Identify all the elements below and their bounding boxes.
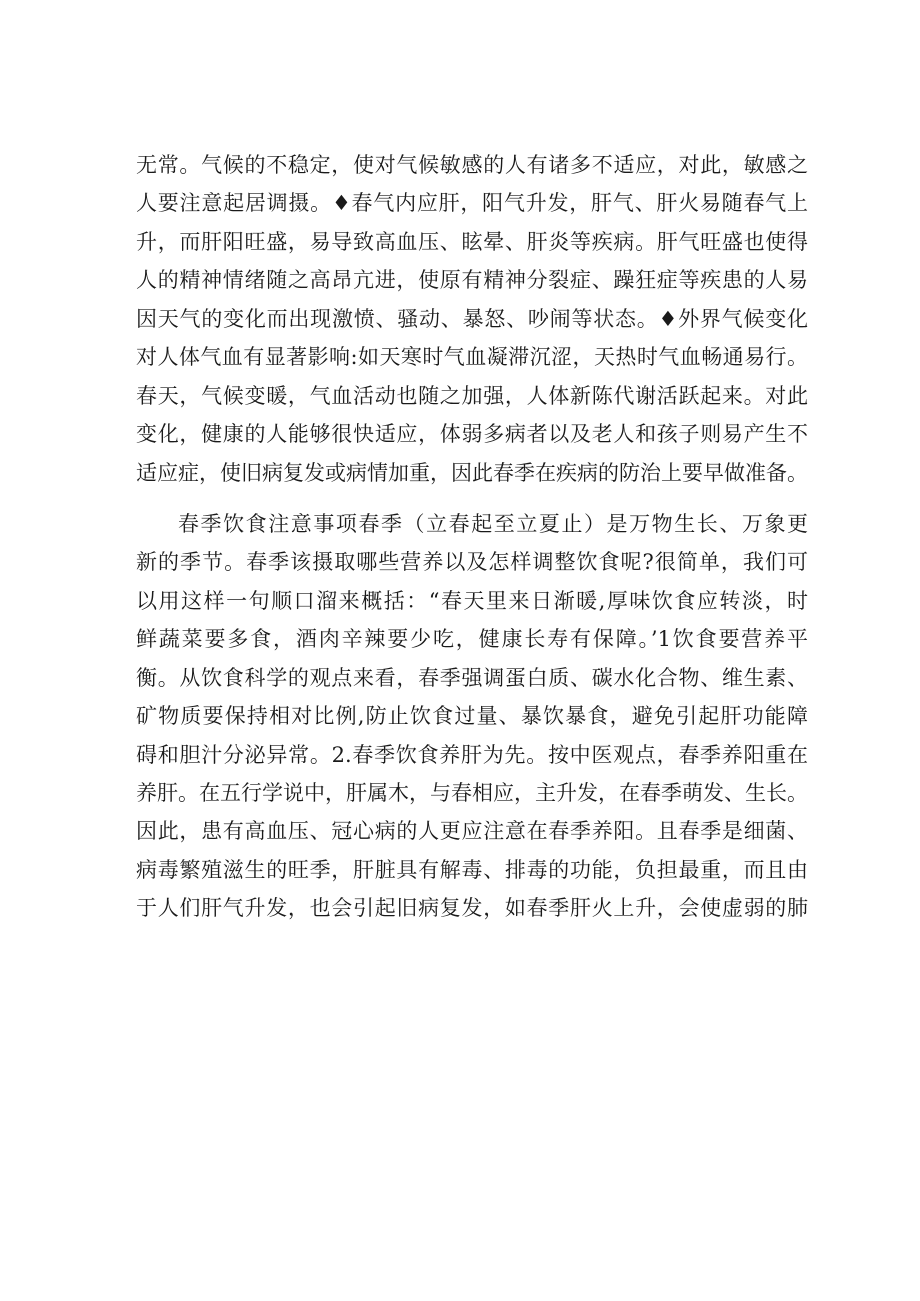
text-line: 碍和胆汁分泌异常。2.春季饮食养肝为先。按中医观点，春季养阳重在 [136, 742, 808, 767]
text-line: 新的季节。春季该摄取哪些营养以及怎样调整饮食呢?很简单，我们可 [136, 550, 808, 575]
text-line: 以用这样一句顺口溜来概括：“春天里来日渐暖,厚味饮食应转淡，时 [136, 588, 808, 613]
text-line: 人要注意起居调摄。♦春气内应肝，阳气升发，肝气、肝火易随春气上 [136, 191, 808, 216]
paragraph-gap [136, 492, 808, 505]
text-line: 于人们肝气升发，也会引起旧病复发，如春季肝火上升，会使虚弱的肺 [136, 896, 808, 921]
text-line: 养肝。在五行学说中，肝属木，与春相应，主升发，在春季萌发、生长。 [136, 781, 808, 805]
text-line: 春季饮食注意事项春季（立春起至立夏止）是万物生长、万象更 [178, 511, 808, 536]
document-body [136, 146, 808, 928]
text-line: 无常。气候的不稳定，使对气候敏感的人有诸多不适应，对此，敏感之 [136, 153, 808, 177]
text-line: 因天气的变化而出现激愤、骚动、暴怒、吵闹等状态。♦外界气候变化 [136, 306, 808, 331]
text-line: 因此，患有高血压、冠心病的人更应注意在春季养阳。且春季是细菌、 [136, 819, 808, 844]
text-line: 病毒繁殖滋生的旺季，肝脏具有解毒、排毒的功能，负担最重，而且由 [136, 857, 808, 882]
text-line: 变化，健康的人能够很快适应，体弱多病者以及老人和孩子则易产生不 [136, 422, 808, 447]
text-line: 鲜蔬菜要多食，酒肉辛辣要少吃，健康长寿有保障。’1饮食要营养平 [136, 627, 808, 652]
text-line: 矿物质要保持相对比例,防止饮食过量、暴饮暴食，避免引起肝功能障 [136, 704, 808, 729]
paragraph-2 [136, 505, 808, 928]
text-line: 衡。从饮食科学的观点来看，春季强调蛋白质、碳水化合物、维生素、 [136, 665, 808, 690]
text-line: 春天，气候变暖，气血活动也随之加强，人体新陈代谢活跃起来。对此 [136, 383, 808, 408]
paragraph-1 [136, 146, 808, 492]
text-line: 升，而肝阳旺盛，易导致高血压、眩晕、肝炎等疾病。肝气旺盛也使得 [136, 229, 808, 254]
text-line: 对人体气血有显著影响:如天寒时气血凝滞沉涩，天热时气血畅通易行。 [136, 345, 808, 370]
text-line: 适应症，使旧病复发或病情加重，因此春季在疾病的防治上要早做准备。 [136, 460, 808, 485]
text-line: 人的精神情绪随之高昂亢进，使原有精神分裂症、躁狂症等疾患的人易 [136, 268, 808, 293]
